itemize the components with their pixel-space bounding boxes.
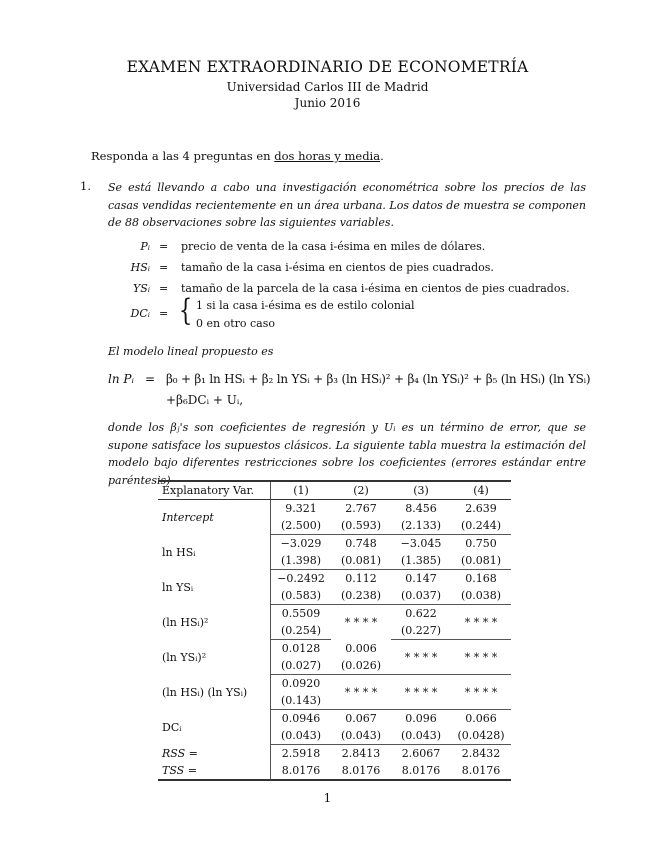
table-row xyxy=(158,762,511,780)
equation-line1: β₀ + β₁ ln HSᵢ + β₂ ln YSᵢ + β₃ (ln HSᵢ)² + β₄ (ln YSᵢ)² + β₅ (ln HSᵢ) (ln YSᵢ) xyxy=(166,372,591,386)
coef-cell: * * * * xyxy=(451,605,511,640)
coef-cell: 2.639 xyxy=(465,502,497,515)
se-cell: (0.043) xyxy=(271,727,332,745)
tss-value: 8.0176 xyxy=(391,762,451,780)
coef-cell: * * * * xyxy=(344,615,378,629)
se-cell: (0.244) xyxy=(451,517,511,535)
table-header-cell: Explanatory Var. xyxy=(158,481,271,500)
definition-symbol: DCᵢ xyxy=(130,307,150,320)
se-cell: (0.143) xyxy=(271,692,332,710)
table-row xyxy=(158,605,511,623)
table-header-cell: (4) xyxy=(451,481,511,500)
se-cell: (2.500) xyxy=(271,517,332,535)
se-cell: (0.026) xyxy=(331,657,391,675)
coef-cell: 0.096 xyxy=(405,712,437,725)
exam-date: Junio 2016 xyxy=(294,96,361,110)
coef-cell: 0.066 xyxy=(465,712,497,725)
rss-value: 2.8413 xyxy=(341,747,381,760)
table-row xyxy=(158,745,511,763)
coef-cell: 0.0128 xyxy=(281,642,321,655)
table-row xyxy=(158,570,511,588)
table-row xyxy=(158,500,511,518)
table-header-cell: (1) xyxy=(271,481,332,500)
table-row xyxy=(158,675,511,693)
equation-eq: = xyxy=(145,372,156,386)
rss-value: 2.6067 xyxy=(401,747,441,760)
se-cell: (0.037) xyxy=(391,587,451,605)
model-intro: El modelo lineal propuesto es xyxy=(108,345,274,358)
coef-cell: * * * * xyxy=(451,640,511,675)
coef-cell: * * * * xyxy=(451,675,511,710)
coef-cell: 0.168 xyxy=(465,572,497,585)
tss-label: TSS = xyxy=(158,762,271,780)
se-cell: (0.238) xyxy=(331,587,391,605)
table-row xyxy=(158,535,511,553)
table-header-cell: (3) xyxy=(391,481,451,500)
definition-eq: = xyxy=(159,307,169,320)
coef-cell: * * * * xyxy=(391,675,451,710)
definition-symbol: Pᵢ xyxy=(140,240,150,253)
tss-value: 8.0176 xyxy=(271,762,332,780)
definition-case-2: 0 en otro caso xyxy=(196,317,275,330)
coef-cell: −0.2492 xyxy=(277,572,325,585)
row-label: ln HSᵢ xyxy=(158,535,271,570)
coef-cell: −3.029 xyxy=(280,537,322,550)
coef-cell: * * * * xyxy=(331,675,391,710)
question-number: 1. xyxy=(80,179,91,193)
row-label: Intercept xyxy=(158,500,271,535)
se-cell: (1.398) xyxy=(271,552,332,570)
rss-value: 2.5918 xyxy=(281,747,321,760)
coef-cell: 0.067 xyxy=(345,712,377,725)
se-cell: (0.027) xyxy=(271,657,332,675)
se-cell: (0.227) xyxy=(391,622,451,640)
row-label: (ln HSᵢ)² xyxy=(158,605,271,640)
se-cell: (0.254) xyxy=(271,622,332,640)
page-number: 1 xyxy=(323,791,332,805)
row-label: (ln HSᵢ) (ln YSᵢ) xyxy=(158,675,271,710)
instructions-suffix: . xyxy=(380,149,384,163)
coef-cell: 0.5509 xyxy=(281,607,321,620)
after-text: donde los βⱼ's son coeficientes de regresión y Uᵢ es un término de error, que se supone satisface los supuestos clásicos. La siguiente tabla muestra la estimación del modelo bajo diferentes restricciones sobre los coeficientes (errores estándar entre paréntesis) xyxy=(108,421,586,487)
row-label: ln YSᵢ xyxy=(158,570,271,605)
coef-cell: 2.767 xyxy=(345,502,377,515)
rss-value: 2.8432 xyxy=(461,747,501,760)
tss-value: 8.0176 xyxy=(331,762,391,780)
se-cell: (0.043) xyxy=(331,727,391,745)
coef-cell: 0.748 xyxy=(345,537,377,550)
coef-cell: 9.321 xyxy=(285,502,317,515)
coef-cell: 0.0920 xyxy=(281,677,321,690)
definition-text: precio de venta de la casa i-ésima en miles de dólares. xyxy=(181,240,486,253)
row-label: (ln YSᵢ)² xyxy=(158,640,271,675)
se-cell: (0.081) xyxy=(451,552,511,570)
se-cell: (0.583) xyxy=(271,587,332,605)
se-cell: (0.593) xyxy=(331,517,391,535)
brace-symbol: { xyxy=(178,293,193,328)
coef-cell: 0.0946 xyxy=(281,712,321,725)
definition-symbol: YSᵢ xyxy=(132,282,150,295)
table-row xyxy=(158,710,511,728)
se-cell: (0.043) xyxy=(391,727,451,745)
definition-case-1: 1 si la casa i-ésima es de estilo colonial xyxy=(196,299,415,312)
table-header-cell: (2) xyxy=(331,481,391,500)
equation-lhs: ln Pᵢ xyxy=(108,372,134,386)
tss-value: 8.0176 xyxy=(451,762,511,780)
definition-eq: = xyxy=(159,261,169,274)
definition-symbol: HSᵢ xyxy=(130,261,150,274)
se-cell: (0.038) xyxy=(451,587,511,605)
definition-eq: = xyxy=(159,240,169,253)
results-table xyxy=(158,480,511,781)
question-text: Se está llevando a cabo una investigación econométrica sobre los precios de las casas vendidas recientemente en un área urbana. Los datos de muestra se componen de 88 observaciones sobre las siguientes variables. xyxy=(108,181,586,229)
exam-title: EXAMEN EXTRAORDINARIO DE ECONOMETRÍA xyxy=(126,58,529,76)
university-name: Universidad Carlos III de Madrid xyxy=(226,80,429,94)
coef-cell: 0.622 xyxy=(405,607,437,620)
coef-cell: * * * * xyxy=(391,640,451,675)
se-cell: (1.385) xyxy=(391,552,451,570)
se-cell: (0.081) xyxy=(331,552,391,570)
rss-label: RSS = xyxy=(158,745,271,763)
coef-cell: 8.456 xyxy=(405,502,437,515)
row-label: DCᵢ xyxy=(158,710,271,745)
instructions xyxy=(91,149,384,163)
definition-text: tamaño de la casa i-ésima en cientos de pies cuadrados. xyxy=(181,261,494,274)
instructions-prefix: Responda a las 4 preguntas en xyxy=(91,149,275,163)
instructions-emphasis: dos horas y media xyxy=(274,149,381,163)
definition-text: tamaño de la parcela de la casa i-ésima en cientos de pies cuadrados. xyxy=(181,282,570,295)
coef-cell: 0.750 xyxy=(465,537,497,550)
coef-cell: 0.147 xyxy=(405,572,437,585)
se-cell: (0.0428) xyxy=(451,727,511,745)
table-row xyxy=(158,640,511,658)
coef-cell: 0.006 xyxy=(345,641,377,655)
coef-cell: −3.045 xyxy=(400,537,442,550)
coef-cell: 0.112 xyxy=(345,572,377,585)
table-header-row xyxy=(158,481,511,500)
definition-eq: = xyxy=(159,282,169,295)
equation-line2: +β₆DCᵢ + Uᵢ, xyxy=(166,393,244,407)
se-cell: (2.133) xyxy=(391,517,451,535)
